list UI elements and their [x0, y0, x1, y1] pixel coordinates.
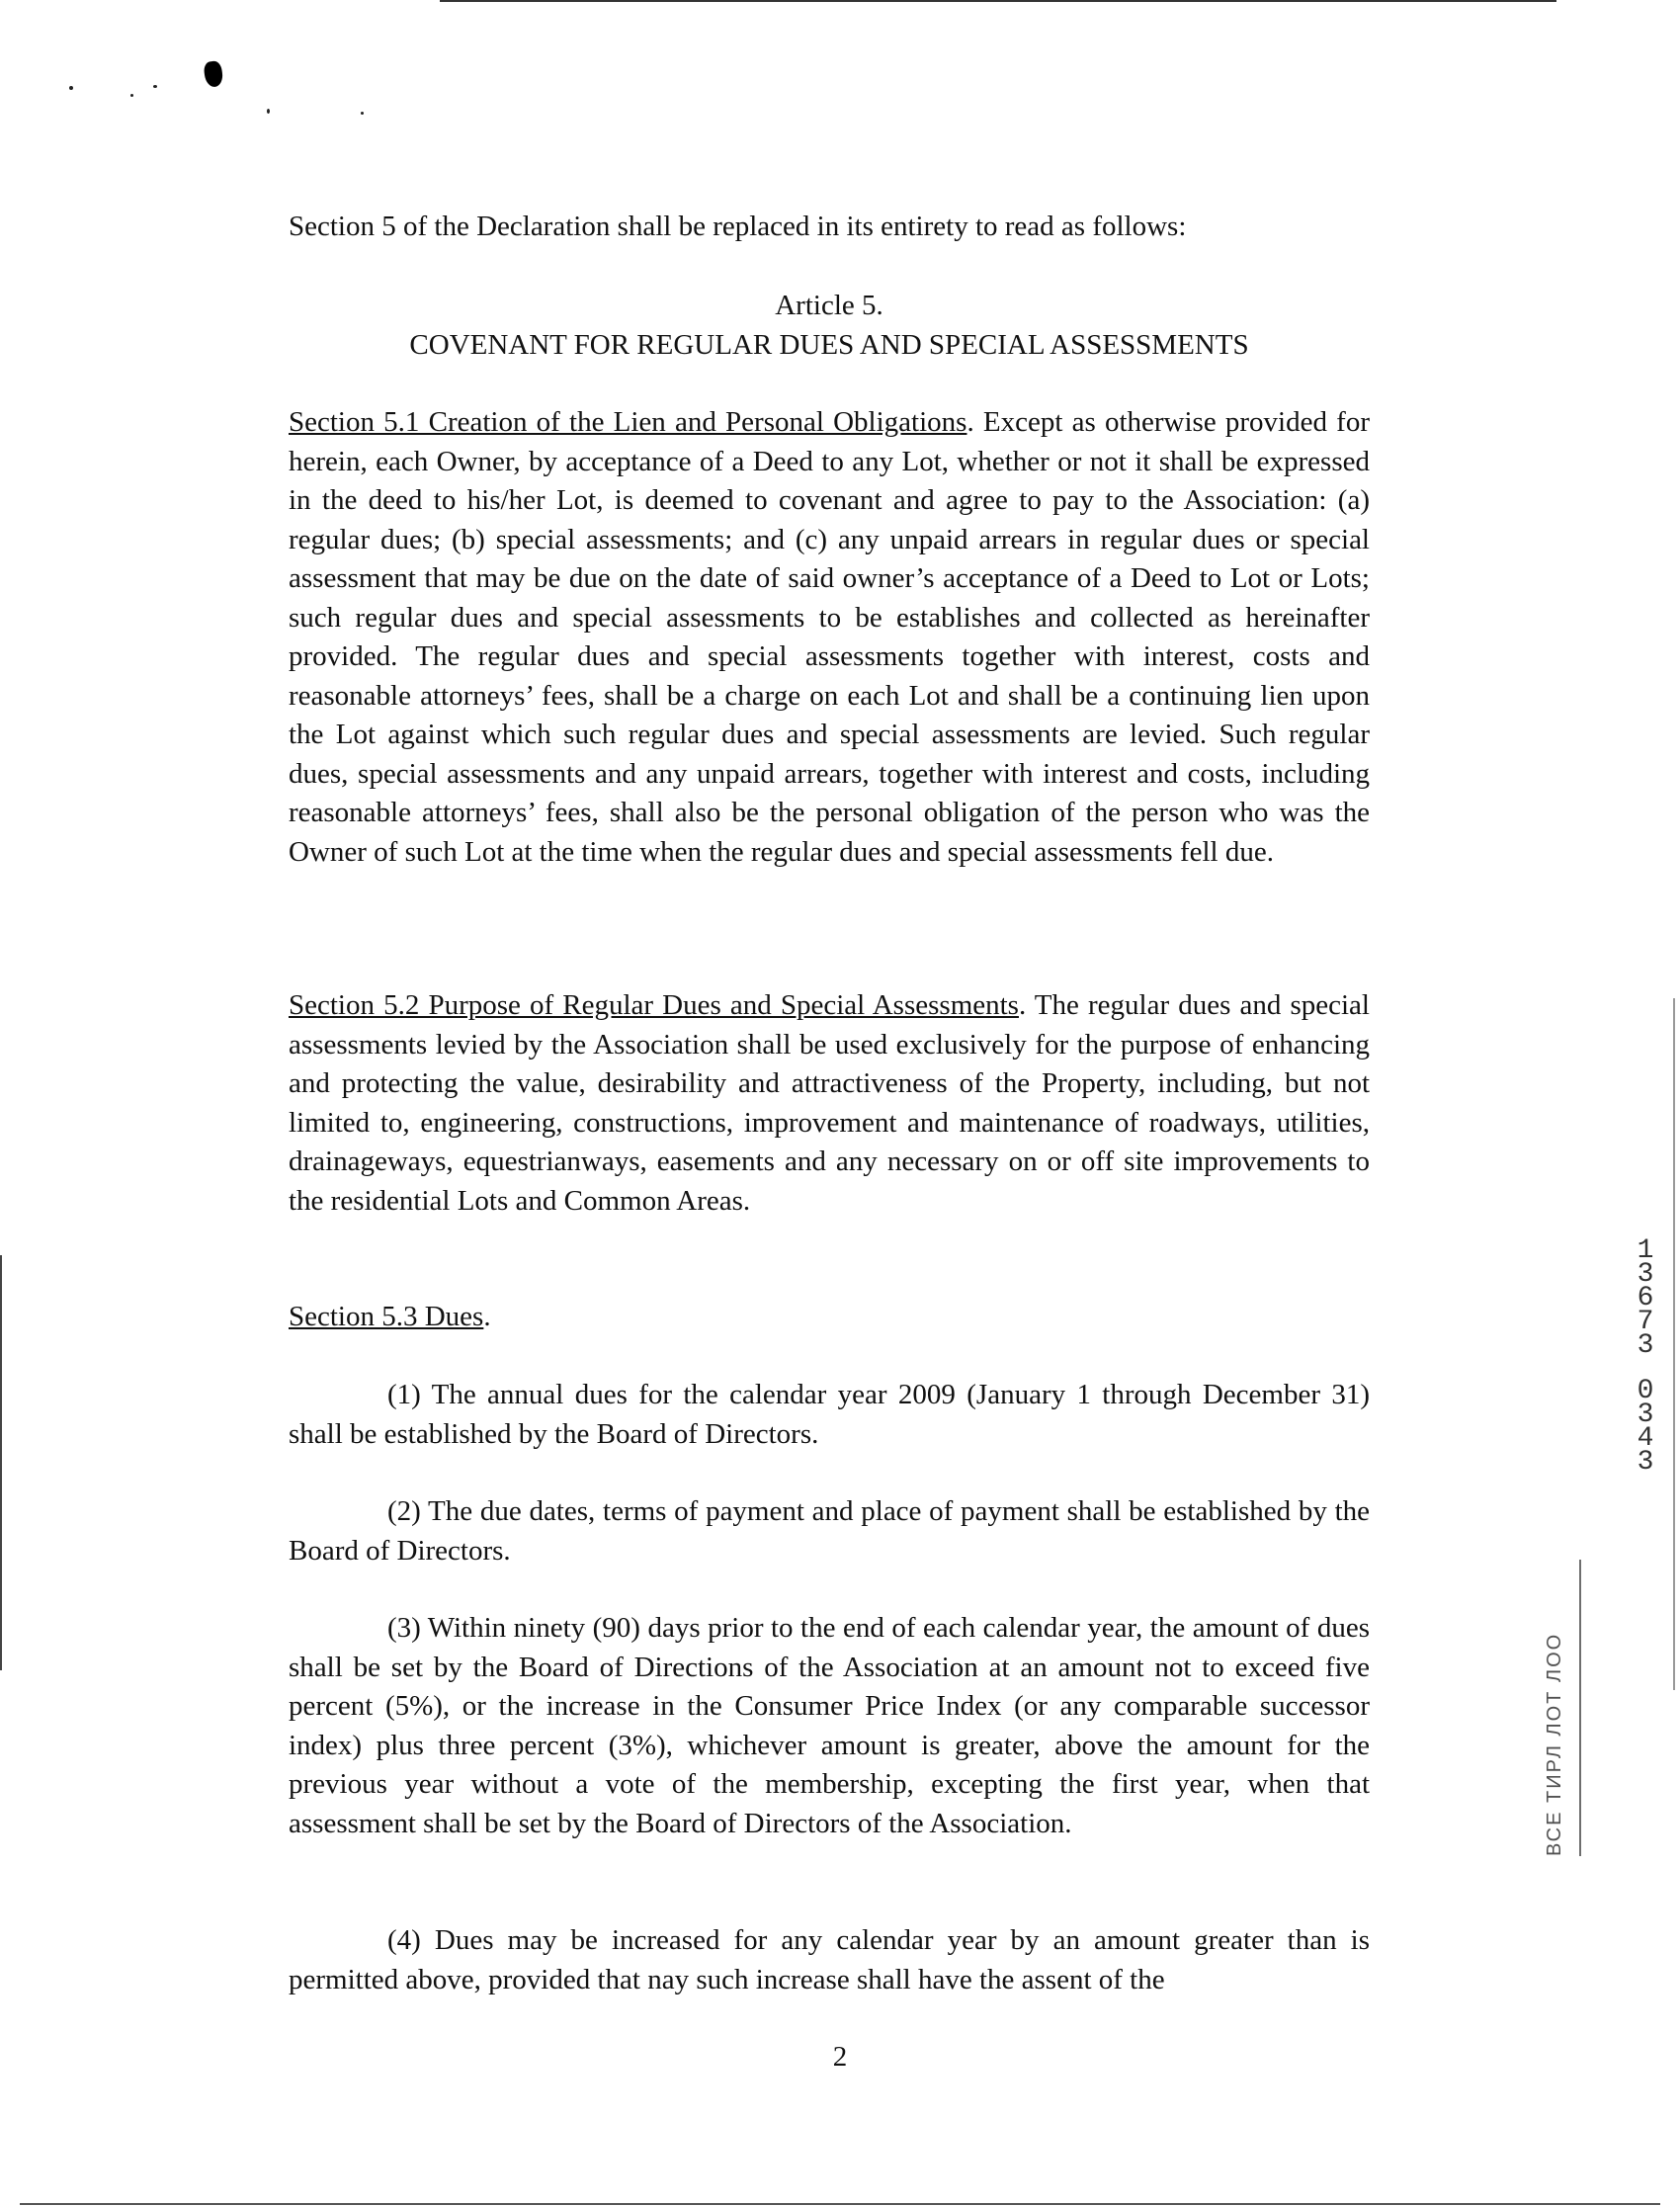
recording-digit: 7: [1637, 1307, 1654, 1337]
recording-digit: 0: [1637, 1376, 1654, 1406]
dues-item-2: [289, 1492, 1370, 1570]
margin-stamp: ВСЕ ТИРЛ ЛОТ ЛОО: [1544, 1560, 1581, 1856]
speck: [130, 94, 133, 97]
speck: [69, 86, 73, 90]
section-5-2-heading: Section 5.2 Purpose of Regular Dues and Special Assessments: [289, 989, 1019, 1021]
ink-blot: [203, 60, 223, 88]
section-5-3-heading-period: .: [483, 1301, 491, 1332]
section-5-2: [289, 986, 1370, 1221]
recording-digit: 3: [1637, 1330, 1654, 1361]
article-heading: [289, 287, 1370, 365]
recording-digit: 3: [1637, 1259, 1654, 1290]
article-title: COVENANT FOR REGULAR DUES AND SPECIAL ASSESSMENTS: [409, 328, 1249, 361]
section-5-2-body: . The regular dues and special assessments levied by the Association shall be used exclusively for the purpose of enhancing and protecting the value, desirability and attractiveness of the Property, including, but not limited to, engineering, constructions, improvement and maintenance of roadways, utilities, drainageways, equestrianways, easements and any necessary on or off site improvements to the residential Lots and Common Areas.: [289, 989, 1370, 1217]
scan-right-edge: [1673, 998, 1675, 1690]
recording-digit: 3: [1637, 1400, 1654, 1430]
section-5-3-heading-row: [289, 1298, 1370, 1337]
dues-item-4-text: (4) Dues may be increased for any calendar year by an amount greater than is permitted above, provided that nay such increase shall have the assent of the: [289, 1924, 1370, 1995]
speck: [361, 112, 364, 115]
scan-left-edge: [0, 1255, 2, 1670]
section-5-1-heading: Section 5.1 Creation of the Lien and Personal Obligations: [289, 406, 967, 438]
dues-item-2-text: (2) The due dates, terms of payment and place of payment shall be established by the Board of Directors.: [289, 1495, 1370, 1567]
dues-item-1-text: (1) The annual dues for the calendar year 2009 (January 1 through December 31) shall be established by the Board of Directors.: [289, 1379, 1370, 1450]
dues-item-3: [289, 1609, 1370, 1843]
scan-top-edge: [440, 0, 1556, 2]
speck: [267, 109, 270, 114]
recording-digit: 1: [1637, 1235, 1654, 1266]
recording-number: [1626, 1235, 1665, 1478]
section-5-1-body: . Except as otherwise provided for herein, each Owner, by acceptance of a Deed to any Lot, whether or not it shall be expressed in the deed to his/her Lot, is deemed to covenant and agree to pay to the Association: (a) regular dues; (b) special assessments; and (c) any unpaid arrears in regular dues or special assessment that may be due on the date of said owner’s acceptance of a Deed to Lot or Lots; such regular dues and special assessments to be establishes and collected as hereinafter provided. The regular dues and special assessments together with interest, costs and reasonable attorneys’ fees, shall be a charge on each Lot and shall be a continuing lien upon the Lot against which such regular dues and special assessments are levied. Such regular dues, special assessments and any unpaid arrears, together with interest and costs, including reasonable attorneys’ fees, shall also be the personal obligation of the person who was the Owner of such Lot at the time when the regular dues and special assessments fell due.: [289, 406, 1370, 868]
recording-digit: 3: [1637, 1447, 1654, 1478]
dues-item-3-text: (3) Within ninety (90) days prior to the end of each calendar year, the amount of dues shall be set by the Board of Directions of the Association at an amount not to exceed five percent (5%), or the increase in the Consumer Price Index (or any comparable successor index) plus three percent (3%), whichever amount is greater, above the amount for the previous year without a vote of the membership, excepting the first year, when that assessment shall be set by the Board of Directors of the Association.: [289, 1612, 1370, 1839]
page-number: 2: [832, 2041, 848, 2073]
section-5-1: [289, 403, 1370, 872]
recording-digit: 4: [1637, 1423, 1654, 1454]
section-5-3-heading: Section 5.3 Dues: [289, 1301, 484, 1332]
article-number: Article 5.: [775, 290, 883, 321]
dues-item-1: [289, 1376, 1370, 1454]
speck: [153, 85, 157, 88]
dues-item-4: [289, 1921, 1370, 1999]
intro-line: [289, 208, 1370, 247]
intro-text: Section 5 of the Declaration shall be replaced in its entirety to read as follows:: [289, 211, 1187, 242]
recording-digit: 6: [1637, 1283, 1654, 1314]
scan-bottom-edge: [20, 2203, 1660, 2205]
